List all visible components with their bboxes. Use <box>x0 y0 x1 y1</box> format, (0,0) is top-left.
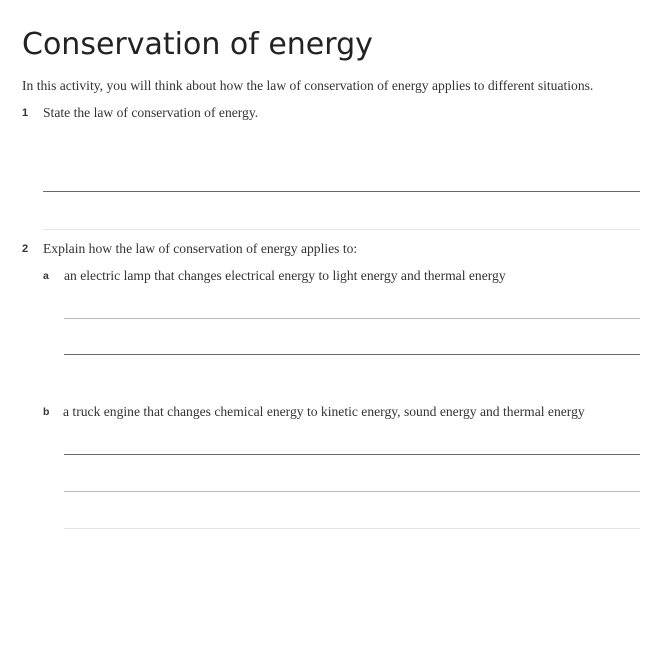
question-2b-text: a truck engine that changes chemical energy to kinetic energy, sound energy and thermal energy <box>63 404 585 419</box>
answer-line-q2b-1 <box>64 454 640 455</box>
intro-text: In this activity, you will think about how the law of conservation of energy applies to different situations. <box>22 78 594 93</box>
question-2a-letter: a <box>43 270 49 282</box>
page-title: Conservation of energy <box>22 27 373 62</box>
answer-line-q2b-3 <box>64 528 640 529</box>
answer-line-q1-2 <box>43 229 640 230</box>
question-1-number: 1 <box>22 107 29 119</box>
question-2-text: Explain how the law of conservation of energy applies to: <box>43 241 358 256</box>
answer-line-q1-1 <box>43 191 640 192</box>
answer-line-q2a-1 <box>64 318 640 319</box>
question-2-number: 2 <box>22 243 29 255</box>
question-2a-text: an electric lamp that changes electrical energy to light energy and thermal energy <box>64 268 506 283</box>
answer-line-q2b-2 <box>64 491 640 492</box>
question-1-text: State the law of conservation of energy. <box>43 105 259 120</box>
answer-line-q2a-2 <box>64 354 640 355</box>
question-2b-letter: b <box>43 406 50 418</box>
